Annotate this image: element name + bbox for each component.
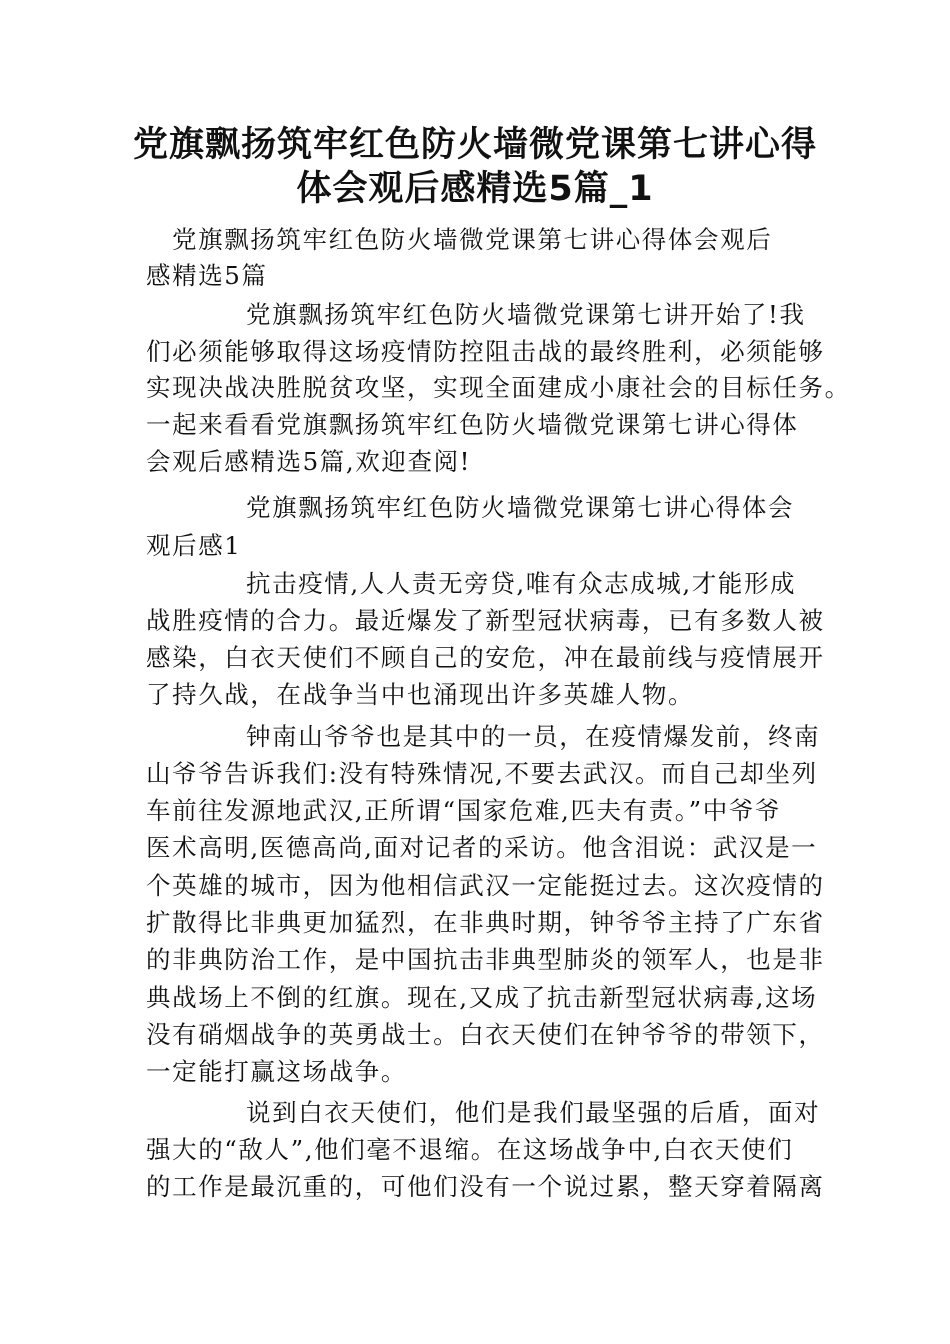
body-line: 车前往发源地武汉,正所谓“国家危难,匹夫有责。”中爷爷 bbox=[146, 796, 782, 825]
body-line: 一起来看看党旗飘扬筑牢红色防火墙微党课第七讲心得体 bbox=[146, 410, 799, 439]
body-line: 强大的“敌人”,他们毫不退缩。在这场战争中,白衣天使们 bbox=[146, 1135, 794, 1164]
body-line: 的工作是最沉重的，可他们没有一个说过累，整天穿着隔离 bbox=[146, 1172, 825, 1201]
body-line: 山爷爷告诉我们:没有特殊情况,不要去武汉。而自己却坐列 bbox=[146, 759, 818, 788]
body-line: 一定能打赢这场战争。 bbox=[146, 1057, 407, 1086]
body-line: 个英雄的城市，因为他相信武汉一定能挺过去。这次疫情的 bbox=[146, 871, 825, 900]
body-line: 说到白衣天使们，他们是我们最坚强的后盾，面对 bbox=[246, 1098, 821, 1127]
body-line: 观后感1 bbox=[146, 531, 242, 560]
body-line: 扩散得比非典更加猛烈，在非典时期，钟爷爷主持了广东省 bbox=[146, 908, 825, 937]
body-line: 了持久战，在战争当中也涌现出许多英雄人物。 bbox=[146, 680, 695, 709]
body-line: 抗击疫情,人人责无旁贷,唯有众志成城,才能形成 bbox=[246, 569, 797, 598]
body-line: 感染，白衣天使们不顾自己的安危，冲在最前线与疫情展开 bbox=[146, 643, 825, 672]
document-title-line-1: 党旗飘扬筑牢红色防火墙微党课第七讲心得 bbox=[132, 125, 817, 165]
body-line: 没有硝烟战争的英勇战士。白衣天使们在钟爷爷的带领下， bbox=[146, 1020, 825, 1049]
body-line: 战胜疫情的合力。最近爆发了新型冠状病毒，已有多数人被 bbox=[146, 606, 825, 635]
body-line: 实现决战决胜脱贫攻坚，实现全面建成小康社会的目标任务。 bbox=[146, 373, 851, 402]
body-line: 医术高明,医德高尚,面对记者的采访。他含泪说：武汉是一 bbox=[146, 833, 818, 862]
body-line: 党旗飘扬筑牢红色防火墙微党课第七讲开始了!我 bbox=[246, 300, 806, 329]
body-line: 的非典防治工作，是中国抗击非典型肺炎的领军人，也是非 bbox=[146, 945, 825, 974]
body-line: 钟南山爷爷也是其中的一员，在疫情爆发前，终南 bbox=[246, 722, 821, 751]
body-line: 党旗飘扬筑牢红色防火墙微党课第七讲心得体会观后 bbox=[172, 225, 773, 254]
document-title-line-2: 体会观后感精选5篇_1 bbox=[296, 169, 654, 209]
body-line: 们必须能够取得这场疫情防控阻击战的最终胜利，必须能够 bbox=[146, 337, 825, 366]
body-line: 典战场上不倒的红旗。现在,又成了抗击新型冠状病毒,这场 bbox=[146, 983, 818, 1012]
body-line: 会观后感精选5篇,欢迎查阅! bbox=[146, 447, 472, 476]
body-line: 党旗飘扬筑牢红色防火墙微党课第七讲心得体会 bbox=[246, 493, 795, 522]
body-line: 感精选5篇 bbox=[146, 261, 268, 290]
